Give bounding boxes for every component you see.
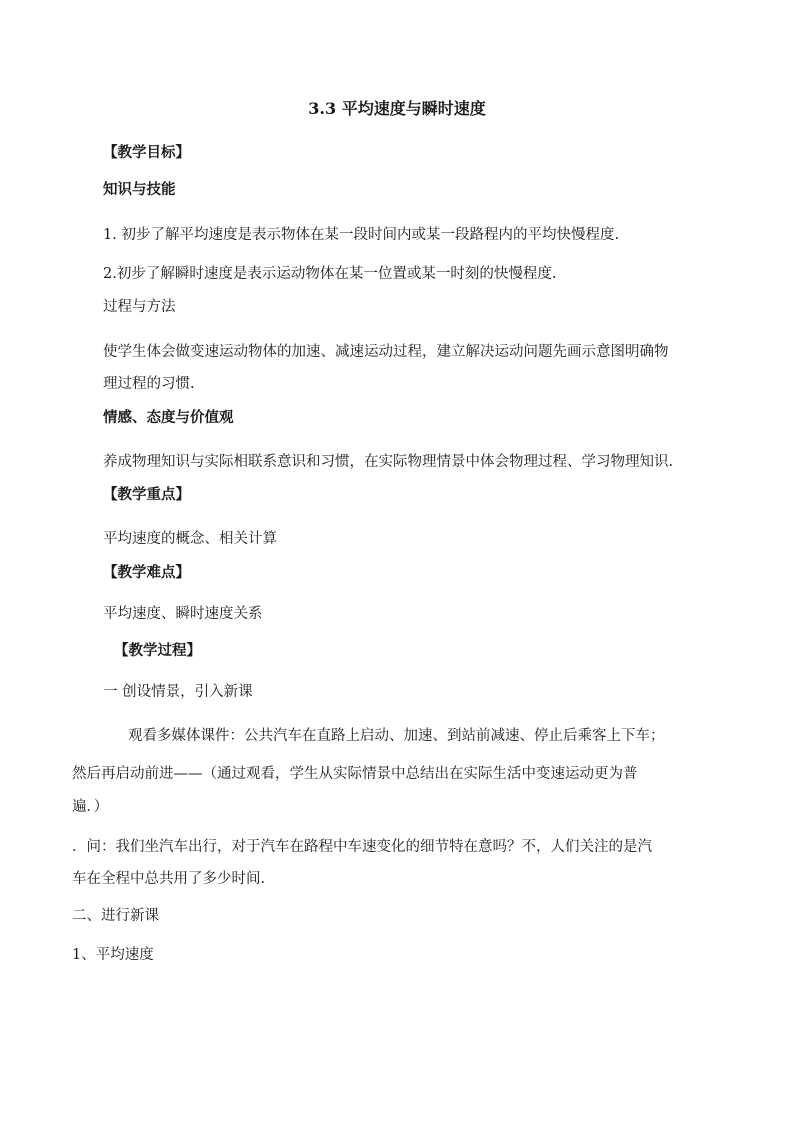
objective-1: 1. 初步了解平均速度是表示物体在某一段时间内或某一段路程内的平均快慢程度. bbox=[103, 227, 620, 243]
question-line-1: ．问：我们坐汽车出行，对于汽车在路程中车速变化的细节特在意吗？不，人们关注的是汽 bbox=[72, 839, 652, 855]
subheading-process-method: 过程与方法 bbox=[103, 299, 176, 315]
heading-process: 【教学过程】 bbox=[114, 642, 201, 659]
subheading-emotion-values: 情感、态度与价值观 bbox=[103, 409, 234, 426]
step-1-text-line-1: 观看多媒体课件：公共汽车在直路上启动、加速、到站前减速、停止后乘客上下车； bbox=[128, 728, 665, 744]
step-1-text-line-2: 然后再启动前进——（通过观看，学生从实际情景中总结出在实际生活中变速运动更为普 bbox=[72, 766, 638, 782]
page-title: 3.3 平均速度与瞬时速度 bbox=[308, 99, 486, 118]
process-text-line-1: 使学生体会做变速运动物体的加速、减速运动过程，建立解决运动问题先画示意图明确物 bbox=[103, 344, 669, 360]
process-text-line-2: 理过程的习惯. bbox=[103, 376, 195, 392]
step-1-text-line-3: 遍．） bbox=[72, 799, 109, 815]
heading-objectives: 【教学目标】 bbox=[103, 144, 190, 161]
difficulties-text: 平均速度、瞬时速度关系 bbox=[103, 606, 263, 622]
question-line-2: 车在全程中总共用了多少时间. bbox=[72, 871, 266, 887]
heading-key-points: 【教学重点】 bbox=[103, 486, 190, 503]
step-2-title: 二、进行新课 bbox=[72, 908, 159, 924]
subsection-1: 1、平均速度 bbox=[72, 947, 154, 963]
subheading-knowledge-skills: 知识与技能 bbox=[103, 181, 176, 198]
heading-difficulties: 【教学难点】 bbox=[103, 564, 190, 581]
step-1-title: 一 创设情景，引入新课 bbox=[103, 684, 253, 700]
key-points-text: 平均速度的概念、相关计算 bbox=[103, 531, 277, 547]
objective-2: 2.初步了解瞬时速度是表示运动物体在某一位置或某一时刻的快慢程度. bbox=[103, 266, 557, 282]
emotion-text: 养成物理知识与实际相联系意识和习惯，在实际物理情景中体会物理过程、学习物理知识. bbox=[103, 454, 674, 470]
